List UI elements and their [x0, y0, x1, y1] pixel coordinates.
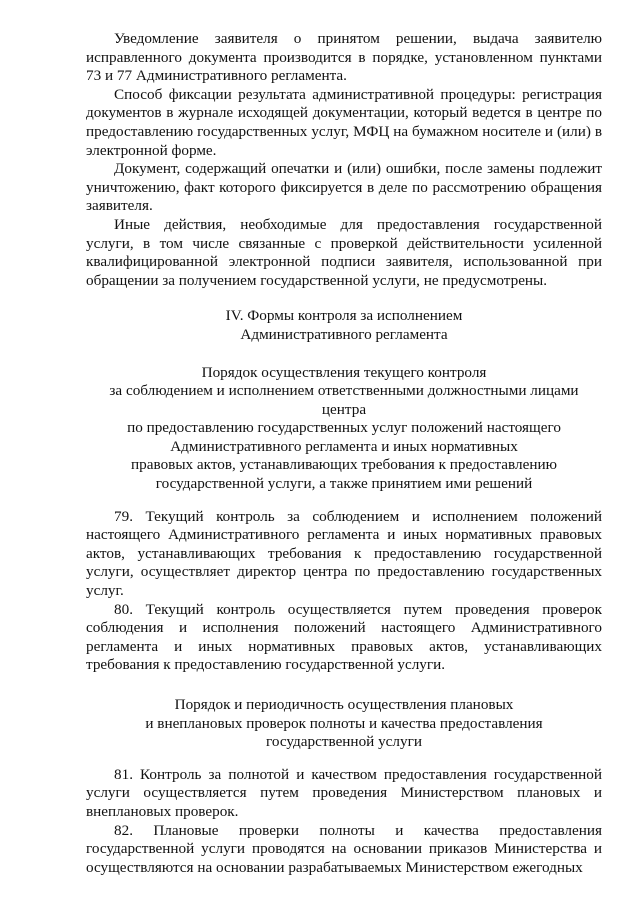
subheading-line: за соблюдением и исполнением ответственными должностными лицами центра [109, 382, 579, 418]
subheading-line: Порядок и периодичность осуществления плановых [174, 696, 514, 713]
paragraph-other-actions: Иные действия, необходимые для предоставления государственной услуги, в том числе связанные с проверкой действительности усиленной квалифицированной электронной подписи заявителя, использованной при обращении за получением государственной услуги, не предусмотрены. [86, 215, 602, 289]
section-heading-line: IV. Формы контроля за исполнением [225, 307, 463, 325]
paragraph-80: 80. Текущий контроль осуществляется путем проведения проверок соблюдения и исполнения положений настоящего Административного регламента и иных нормативных правовых актов, устанавливающих требования к предоставлению государственной услуги. [86, 600, 602, 674]
document-page [86, 30, 602, 877]
paragraph-document-destruction: Документ, содержащий опечатки и (или) ошибки, после замены подлежит уничтожению, факт которого фиксируется в деле по рассмотрению обращения заявителя. [86, 160, 602, 215]
subheading-inspections [86, 696, 602, 752]
paragraph-notification: Уведомление заявителя о принятом решении, выдача заявителю исправленного документа производится в порядке, установленном пунктами 73 и 77 Административного регламента. [86, 30, 602, 85]
subheading-line: по предоставлению государственных услуг положений настоящего [127, 419, 561, 437]
paragraph-recording-method: Способ фиксации результата административной процедуры: регистрация документов в журнале исходящей документации, который ведется в центре по предоставлению государственных услуг, МФЦ на бумажном носителе и (или) в электронной форме. [86, 85, 602, 159]
subheading-line: и внеплановых проверок полноты и качества предоставления [145, 714, 543, 732]
subheading-line: государственной услуги [266, 733, 422, 751]
paragraph-81: 81. Контроль за полнотой и качеством предоставления государственной услуги осуществляется путем проведения Министерством плановых и внеплановых проверок. [86, 765, 602, 820]
section-heading-line: Административного регламента [240, 325, 448, 343]
subheading-line: правовых актов, устанавливающих требования к предоставлению [131, 456, 557, 474]
subheading-line: государственной услуги, а также принятием ими решений [155, 475, 533, 493]
subheading-current-control [86, 364, 602, 494]
paragraph-79: 79. Текущий контроль за соблюдением и исполнением положений настоящего Административного регламента и иных нормативных правовых актов, устанавливающих требования к предоставлению государственной услуги, осуществляет директор центра по предоставлению государственных услуг. [86, 507, 602, 600]
subheading-line: Порядок осуществления текущего контроля [201, 363, 487, 381]
paragraph-82: 82. Плановые проверки полноты и качества предоставления государственной услуги проводятся на основании приказов Министерства и осуществляются на основании разрабатываемых Министерством ежегодных [86, 821, 602, 876]
section-heading [86, 307, 602, 344]
subheading-line: Административного регламента и иных нормативных [170, 437, 518, 455]
